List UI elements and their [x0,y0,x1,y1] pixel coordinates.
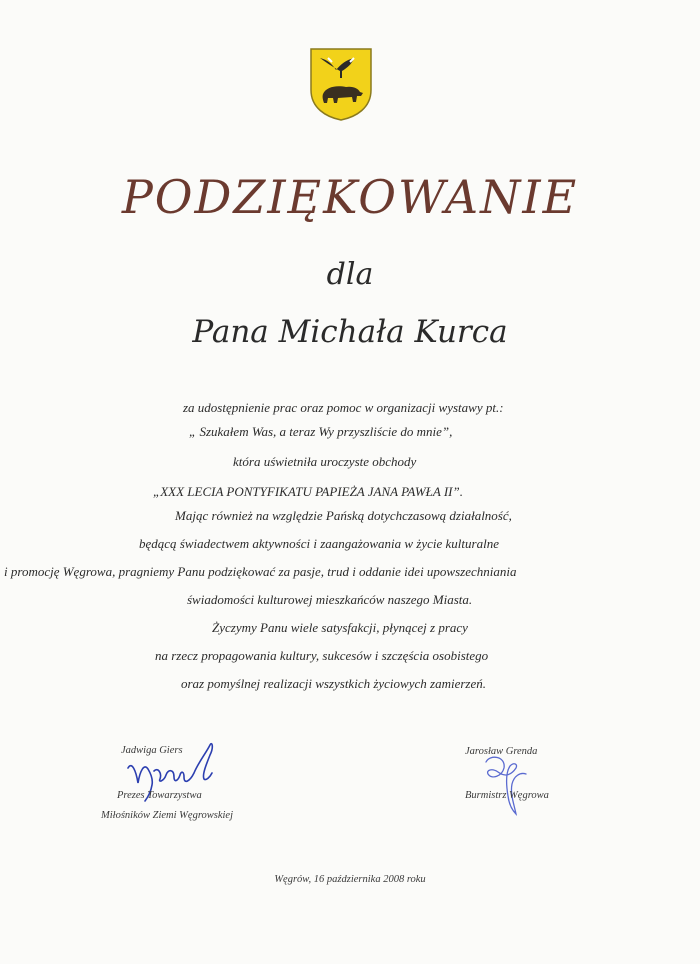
body-line: i promocję Węgrowa, pragniemy Panu podziękować za pasje, trud i oddanie idei upowszechniania [4,564,517,579]
body-line: „ Szukałem Was, a teraz Wy przyszliście do mnie”, [189,424,453,439]
body-line: która uświetniła uroczyste obchody [233,454,417,469]
signatory-left-role-1: Prezes Towarzystwa [117,790,202,801]
page-title: PODZIĘKOWANIE [121,170,579,224]
body-line: na rzecz propagowania kultury, sukcesów i szczęścia osobistego [155,648,489,663]
body-line: Mając również na względzie Pańską dotychczasową działalność, [175,508,512,523]
signatory-right-name: Jarosław Grenda [465,746,538,757]
for-word: dla [326,257,374,292]
date-place-footer: Węgrów, 16 października 2008 roku [274,874,426,885]
bear-coat-of-arms-icon [308,46,374,122]
body-line: oraz pomyślnej realizacji wszystkich życiowych zamierzeń. [181,676,486,691]
signatory-left-role-2: Miłośników Ziemi Węgrowskiej [101,810,234,821]
body-line: świadomości kulturowej mieszkańców naszego Miasta. [187,592,473,607]
body-line: będącą świadectwem aktywności i zaangażowania w życie kulturalne [139,536,499,551]
recipient-name: Pana Michała Kurca [192,314,508,350]
signatory-right-role-1: Burmistrz Węgrowa [465,790,549,801]
signatory-left-name: Jadwiga Giers [121,745,183,756]
body-line: „XXX LECIA PONTYFIKATU PAPIEŻA JANA PAWŁA II”. [153,484,463,499]
body-line: Życzymy Panu wiele satysfakcji, płynącej z pracy [212,620,468,635]
signature-right-image [476,744,536,820]
body-line: za udostępnienie prac oraz pomoc w organizacji wystawy pt.: [183,400,504,415]
